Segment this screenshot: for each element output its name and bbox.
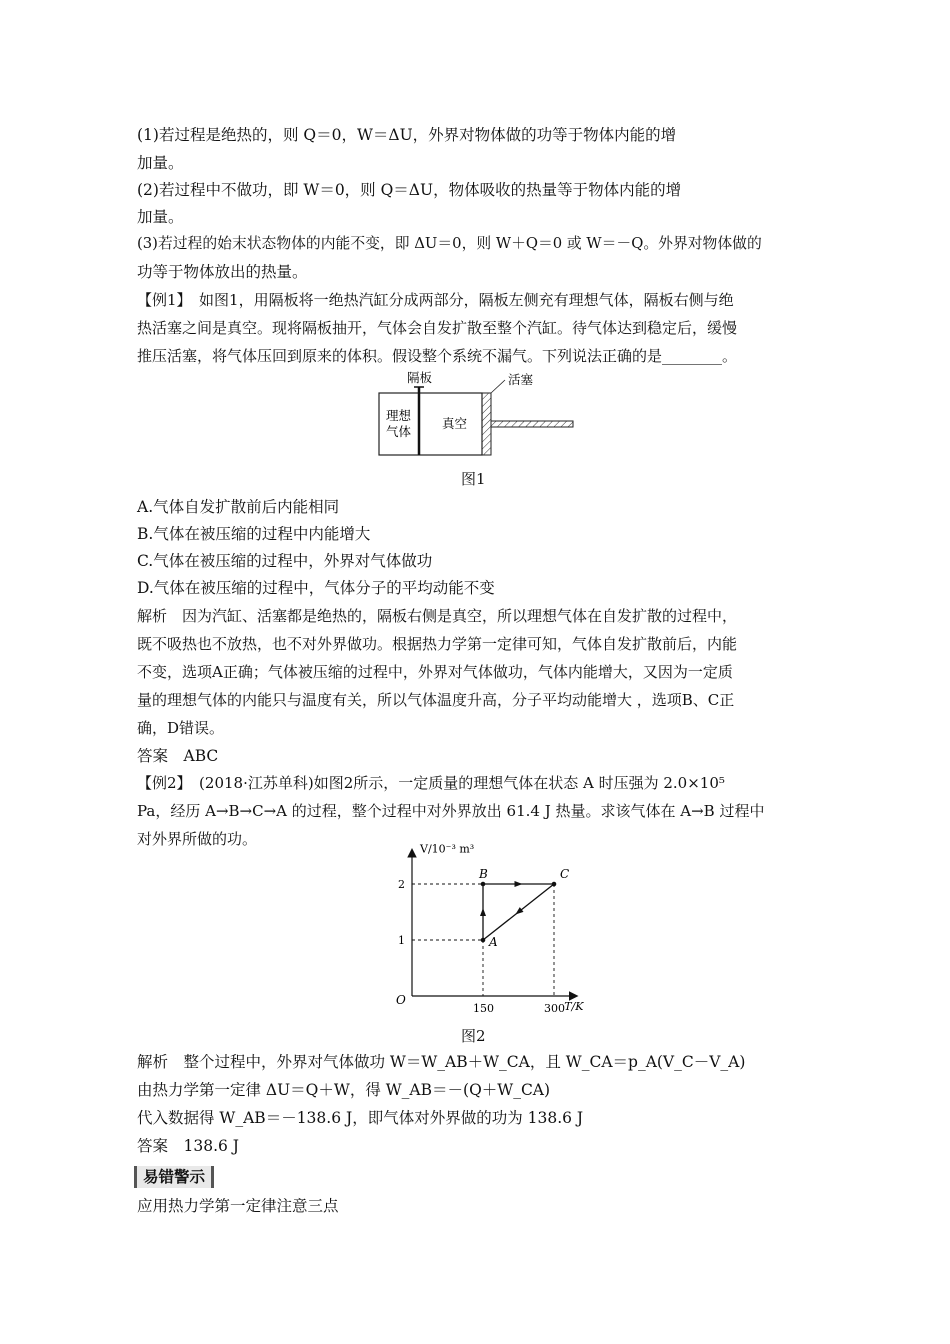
analysis-text: 解析 因为汽缸、活塞都是绝热的，隔板右侧是真空，所以理想气体在自发扩散的过程中，	[137, 607, 738, 625]
answer-text: 答案 138.6 J	[137, 1137, 240, 1155]
figure-1-cylinder	[370, 370, 585, 465]
x-tick-label: 300	[544, 1002, 565, 1015]
y-tick-label: 2	[398, 878, 405, 891]
origin-label: O	[396, 993, 406, 1007]
analysis-text: 确，D错误。	[137, 719, 225, 737]
y-axis-label: V/10⁻³ m³	[420, 842, 475, 856]
piston-label: 活塞	[508, 372, 534, 387]
text-line: (1)若过程是绝热的，则 Q＝0，W＝ΔU，外界对物体做的功等于物体内能的增	[137, 126, 677, 144]
text-line: 功等于物体放出的热量。	[137, 263, 308, 281]
process-arrow-BC	[515, 881, 523, 887]
point-C	[552, 882, 557, 887]
y-tick-label: 1	[398, 934, 405, 947]
text-line: 加量。	[137, 154, 184, 172]
analysis-text: 不变，选项A正确；气体被压缩的过程中，外界对气体做功，气体内能增大，又因为一定质	[137, 663, 733, 681]
point-B	[481, 882, 486, 887]
option-b: B.气体在被压缩的过程中内能增大	[137, 525, 371, 543]
example2-text: Pa，经历 A→B→C→A 的过程，整个过程中对外界放出 61.4 J 热量。求该气体在 A→B 过程中	[137, 802, 765, 820]
analysis-text: 量的理想气体的内能只与温度有关，所以气体温度升高，分子平均动能增大 ，选项B、C正	[137, 691, 735, 709]
x-tick-label: 150	[473, 1002, 494, 1015]
gas-label: 气体	[386, 424, 412, 439]
process-arrow-AB	[480, 908, 486, 916]
warning-text: 应用热力学第一定律注意三点	[137, 1197, 339, 1215]
point-label-B: B	[479, 867, 488, 881]
figure-1-caption: 图1	[461, 470, 486, 488]
answer-text: 答案 ABC	[137, 747, 219, 765]
x-axis-label: T/K	[564, 1000, 584, 1013]
warning-heading: 易错警示	[134, 1166, 214, 1188]
point-label-A: A	[489, 935, 498, 949]
example2-text: 【例2】 (2018·江苏单科)如图2所示，一定质量的理想气体在状态 A 时压强为 2.0×10⁵	[137, 774, 725, 792]
example1-text: 【例1】 如图1，用隔板将一绝热汽缸分成两部分，隔板左侧充有理想气体，隔板右侧与绝	[137, 291, 734, 309]
example1-text: 热活塞之间是真空。现将隔板抽开，气体会自发扩散至整个汽缸。待气体达到稳定后，缓慢	[137, 319, 738, 337]
piston	[482, 393, 491, 455]
analysis-text: 代入数据得 W_AB＝－138.6 J，即气体对外界做的功为 138.6 J	[137, 1109, 584, 1127]
example2-text: 对外界所做的功。	[137, 830, 258, 848]
text-line: 加量。	[137, 208, 184, 226]
figure-2-caption: 图2	[461, 1027, 486, 1045]
figure-2-chart	[380, 842, 584, 1018]
gas-label: 理想	[386, 408, 412, 423]
vacuum-label: 真空	[442, 416, 468, 431]
example1-text: 推压活塞，将气体压回到原来的体积。假设整个系统不漏气。下列说法正确的是________。	[137, 347, 738, 365]
analysis-text: 由热力学第一定律 ΔU＝Q＋W，得 W_AB＝－(Q＋W_CA)	[137, 1081, 551, 1099]
point-A	[481, 938, 486, 943]
text-line: (2)若过程中不做功，即 W＝0，则 Q＝ΔU，物体吸收的热量等于物体内能的增	[137, 181, 682, 199]
analysis-text: 解析 整个过程中，外界对气体做功 W＝W_AB＋W_CA，且 W_CA＝p_A(V_C－V_A)	[137, 1053, 746, 1071]
option-c: C.气体在被压缩的过程中，外界对气体做功	[137, 552, 433, 570]
text-line: (3)若过程的始末状态物体的内能不变，即 ΔU＝0，则 W＋Q＝0 或 W＝－Q。外界对物体做的	[137, 235, 762, 252]
analysis-text: 既不吸热也不放热，也不对外界做功。根据热力学第一定律可知，气体自发扩散前后，内能	[137, 635, 738, 653]
option-d: D.气体在被压缩的过程中，气体分子的平均动能不变	[137, 579, 495, 597]
partition-label: 隔板	[407, 370, 433, 385]
point-label-C: C	[560, 867, 570, 881]
option-a: A.气体自发扩散前后内能相同	[137, 498, 340, 516]
piston-rod	[491, 421, 573, 427]
